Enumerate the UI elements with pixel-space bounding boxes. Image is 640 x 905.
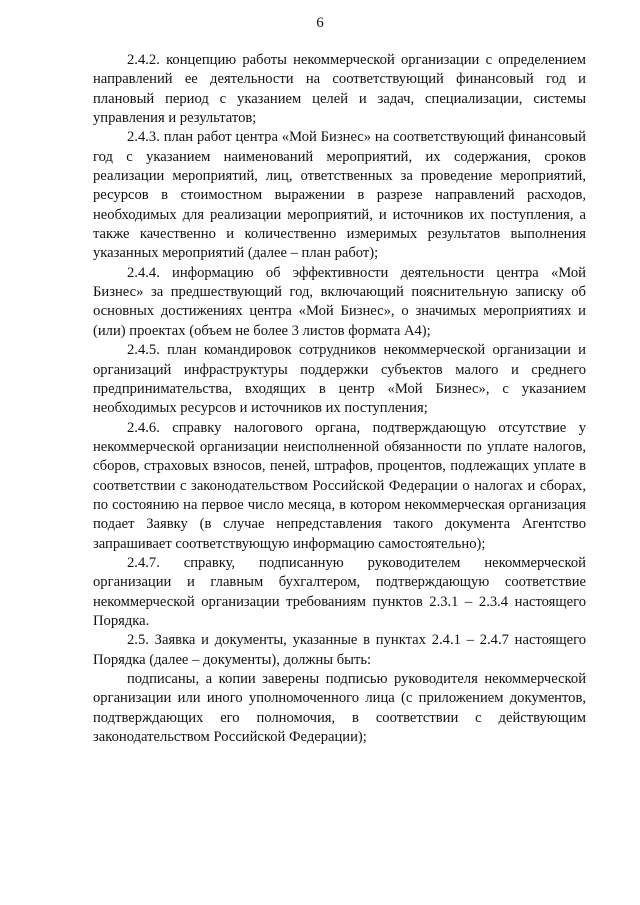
paragraph-2-4-3: 2.4.3. план работ центра «Мой Бизнес» на соответствующий финансовый год с указанием наименований мероприятий, их содержания, сроков реализации мероприятий, лиц, ответственных за проведение мероприятий, ресурсов в стоимостном выражении в разрезе направлений расходов, необходимых для реализации мероприятий, и источников их поступления, а также качественно и количественно измеримых результатов выполнения указанных мероприятий (далее – план работ); bbox=[93, 129, 586, 262]
document-body bbox=[93, 51, 586, 747]
paragraph-2-4-4: 2.4.4. информацию об эффективности деятельности центра «Мой Бизнес» за предшествующий год, включающий пояснительную записку об основных достижениях центра «Мой Бизнес», о значимых мероприятиях и (или) проектах (объем не более 3 листов формата А4); bbox=[93, 264, 586, 339]
paragraph-2-5: 2.5. Заявка и документы, указанные в пунктах 2.4.1 – 2.4.7 настоящего Порядка (далее – документы), должны быть: bbox=[93, 632, 586, 668]
paragraph-2-4-2: 2.4.2. концепцию работы некоммерческой организации с определением направлений ее деятельности на соответствующий финансовый год и плановый период с указанием целей и задач, специализации, системы управления и результатов; bbox=[93, 52, 586, 127]
page-number: 6 bbox=[316, 15, 324, 31]
paragraph-2-4-6: 2.4.6. справку налогового органа, подтверждающую отсутствие у некоммерческой организации неисполненной обязанности по уплате налогов, сборов, страховых взносов, пеней, штрафов, процентов, подлежащих уплате в соответствии с законодательством Российской Федерации о налогах и сборах, по состоянию на первое число месяца, в котором некоммерческая организация подает Заявку (в случае непредставления такого документа Агентство запрашивает соответствующую информацию самостоятельно); bbox=[93, 419, 586, 552]
paragraph-2-4-5: 2.4.5. план командировок сотрудников некоммерческой организации и организаций инфраструктуры поддержки субъектов малого и среднего предпринимательства, входящих в центр «Мой Бизнес», с указанием необходимых ресурсов и источников их поступления; bbox=[93, 342, 586, 417]
paragraph-2-4-7: 2.4.7. справку, подписанную руководителем некоммерческой организации и главным бухгалтером, подтверждающую соответствие некоммерческой организации требованиям пунктов 2.3.1 – 2.3.4 настоящего Порядка. bbox=[93, 554, 586, 629]
paragraph-signature-requirement: подписаны, а копии заверены подписью руководителя некоммерческой организации или иного уполномоченного лица (с приложением документов, подтверждающих его полномочия, в соответствии с действующим законодательством Российской Федерации); bbox=[93, 671, 586, 746]
